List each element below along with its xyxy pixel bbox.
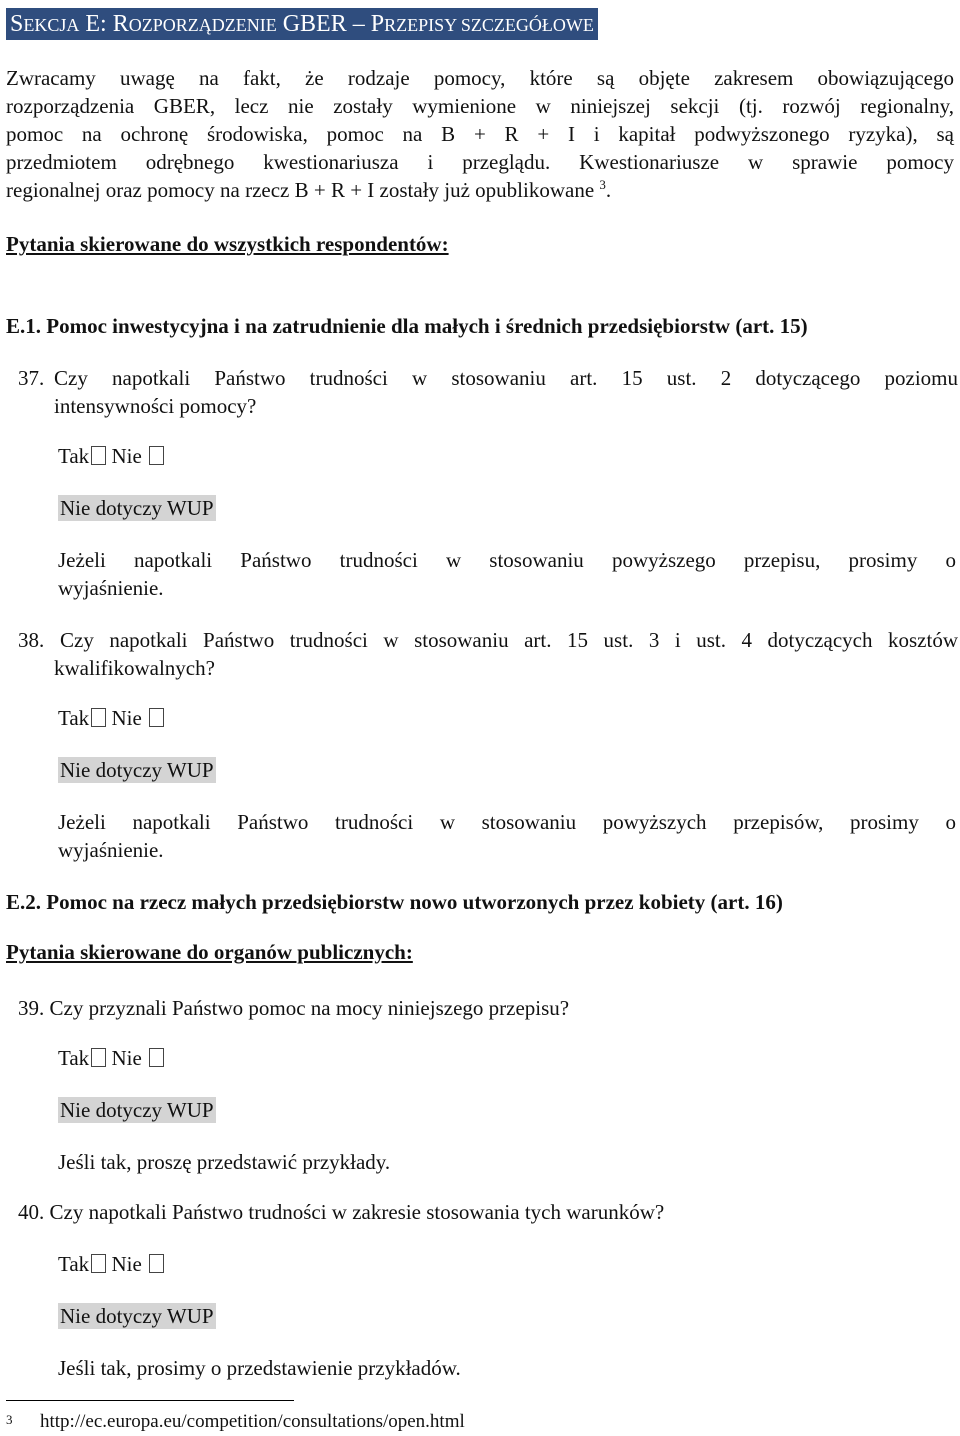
intro-line: Zwracamy uwagę na fakt, że rodzaje pomocy, które są objęte zakresem obowiązującego <box>6 66 954 90</box>
answer-options-40 <box>58 1250 164 1278</box>
intro-line: rozporządzenia GBER, lecz nie zostały wymienione w niniejszej sekcji (tj. rozwój regionalny, <box>6 94 954 118</box>
question-number: 37. <box>18 366 45 390</box>
question-text-line: Czy napotkali Państwo trudności w stosowaniu art. 15 ust. 3 i ust. 4 dotyczących kosztów <box>60 628 958 652</box>
no-checkbox[interactable] <box>149 1254 164 1273</box>
heading-public-bodies: Pytania skierowane do organów publicznych: <box>6 940 413 964</box>
question-number: 38. <box>18 628 45 652</box>
question-number: 39. <box>18 996 45 1020</box>
explanation-prompt-38-end: wyjaśnienie. <box>58 838 164 862</box>
question-37 <box>6 364 958 420</box>
intro-line: przedmiotem odrębnego kwestionariusza i przeglądu. Kwestionariusze w sprawie pomocy <box>6 150 954 174</box>
question-38 <box>6 626 958 682</box>
yes-label: Tak <box>58 706 90 730</box>
question-text: Czy napotkali Państwo trudności w zakresie stosowania tych warunków? <box>49 1200 665 1224</box>
no-label: Nie <box>111 706 142 730</box>
explanation-prompt-37: Jeżeli napotkali Państwo trudności w stosowaniu powyższego przepisu, prosimy o <box>58 548 956 572</box>
section-e2-heading: E.2. Pomoc na rzecz małych przedsiębiorstw nowo utworzonych przez kobiety (art. 16) <box>6 890 783 914</box>
question-text-line: Czy napotkali Państwo trudności w stosowaniu art. 15 ust. 2 dotyczącego poziomu <box>54 366 958 390</box>
intro-line: pomoc na ochronę środowiska, pomoc na B + R + I i kapitał podwyższonego ryzyka), są <box>6 122 954 146</box>
yes-checkbox[interactable] <box>91 1048 106 1067</box>
question-text-line: kwalifikowalnych? <box>54 656 215 680</box>
no-checkbox[interactable] <box>149 1048 164 1067</box>
answer-options-38 <box>58 704 164 732</box>
yes-label: Tak <box>58 444 90 468</box>
not-applicable-37: Nie dotyczy WUP <box>60 496 214 520</box>
yes-checkbox[interactable] <box>91 708 106 727</box>
no-label: Nie <box>111 1046 142 1070</box>
section-title: SEKCJA E: ROZPORZĄDZENIE GBER – PRZEPISY SZCZEGÓŁOWE <box>6 8 598 40</box>
no-checkbox[interactable] <box>149 708 164 727</box>
question-39 <box>18 994 569 1022</box>
followup-39: Jeśli tak, proszę przedstawić przykłady. <box>58 1150 391 1174</box>
yes-checkbox[interactable] <box>91 446 106 465</box>
no-label: Nie <box>111 1252 142 1276</box>
footnote-ref[interactable]: 3 <box>599 177 606 192</box>
question-text: Czy przyznali Państwo pomoc na mocy niniejszego przepisu? <box>49 996 570 1020</box>
question-40 <box>18 1198 664 1226</box>
no-label: Nie <box>111 444 142 468</box>
footnote-divider <box>6 1400 294 1401</box>
followup-40: Jeśli tak, prosimy o przedstawienie przykładów. <box>58 1356 461 1380</box>
footnote-link[interactable]: http://ec.europa.eu/competition/consultations/open.html <box>40 1411 465 1432</box>
question-number: 40. <box>18 1200 45 1224</box>
yes-label: Tak <box>58 1252 90 1276</box>
no-checkbox[interactable] <box>149 446 164 465</box>
explanation-prompt-38: Jeżeli napotkali Państwo trudności w stosowaniu powyższych przepisów, prosimy o <box>58 810 956 834</box>
intro-line: regionalnej oraz pomocy na rzecz B + R + I zostały już opublikowane $^3$. <box>6 177 612 202</box>
heading-all-respondents: Pytania skierowane do wszystkich respondentów: <box>6 232 449 256</box>
explanation-prompt-37-end: wyjaśnienie. <box>58 576 164 600</box>
footnote-number: 3 <box>6 1412 13 1427</box>
yes-label: Tak <box>58 1046 90 1070</box>
yes-checkbox[interactable] <box>91 1254 106 1273</box>
answer-options-39 <box>58 1044 164 1072</box>
not-applicable-40: Nie dotyczy WUP <box>60 1304 214 1328</box>
section-e1-heading: E.1. Pomoc inwestycyjna i na zatrudnienie dla małych i średnich przedsiębiorstw (art. 15) <box>6 314 808 338</box>
not-applicable-38: Nie dotyczy WUP <box>60 758 214 782</box>
intro-paragraph <box>6 64 954 204</box>
question-text-line: intensywności pomocy? <box>54 394 257 418</box>
answer-options-37 <box>58 442 164 470</box>
not-applicable-39: Nie dotyczy WUP <box>60 1098 214 1122</box>
